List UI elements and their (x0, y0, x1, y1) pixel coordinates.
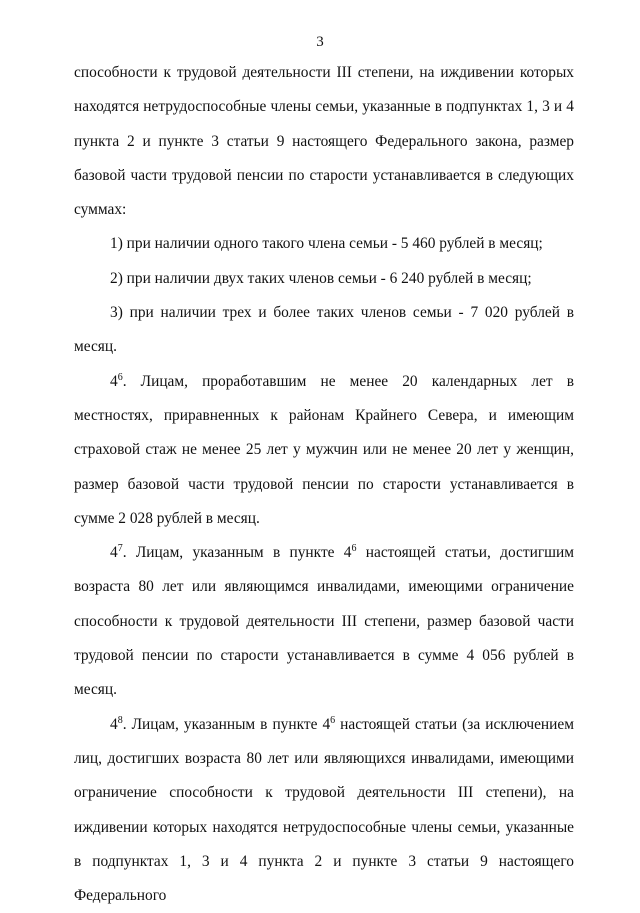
document-body (74, 56, 574, 913)
paragraph-4-7 (74, 536, 574, 707)
list-item-1: 1) при наличии одного такого члена семьи - 5 460 рублей в месяц; (110, 235, 543, 253)
page-number: 3 (316, 34, 324, 50)
list-item-3: 3) при наличии трех и более таких членов семьи - 7 020 рублей в месяц. (74, 304, 574, 356)
reference-superscript: 6 (330, 714, 336, 726)
paragraph-text: . Лицам, указанным в пункте 4 (122, 715, 331, 733)
paragraph-continuation: способности к трудовой деятельности III степени, на иждивении которых находятся нетрудоспособные члены семьи, указанные в подпунктах 1, 3 и 4 пункта 2 и пункте 3 статьи 9 настоящего Федерального закона, размер базовой части трудовой пенсии по старости устанавливается в следующих суммах: (74, 64, 574, 219)
paragraph-text-continued: настоящей статьи (за исключением лиц, достигших возраста 80 лет или являющихся инвалидами, имеющими ограничение способности к трудовой деятельности III степени), на иждивении которых находятся нетрудоспособные члены семьи, указанные в подпунктах 1, 3 и 4 пункта 2 и пункте 3 статьи 9 настоящего Федерального (74, 715, 574, 905)
paragraph-4-8 (74, 708, 574, 913)
list-item-2: 2) при наличии двух таких членов семьи - 6 240 рублей в месяц; (110, 269, 532, 287)
clause-superscript: 7 (117, 543, 123, 555)
clause-number: 4 (110, 544, 118, 562)
paragraph-text: . Лицам, указанным в пункте 4 (122, 544, 352, 562)
reference-superscript: 6 (351, 543, 357, 555)
paragraph-4-6 (74, 365, 574, 536)
paragraph-text-continued: настоящей статьи, достигшим возраста 80 лет или являющимся инвалидами, имеющими ограничение способности к трудовой деятельности III степени, размер базовой части трудовой пенсии по старости устанавливается в сумме 4 056 рублей в месяц. (74, 544, 574, 699)
clause-number: 4 (110, 372, 118, 390)
paragraph-text: . Лицам, проработавшим не менее 20 календарных лет в местностях, приравненных к районам Крайнего Севера, и имеющим страховой стаж не менее 25 лет у мужчин или не менее 20 лет у женщин, размер базовой части трудовой пенсии по старости устанавливается в сумме 2 028 рублей в месяц. (74, 372, 574, 527)
clause-number: 4 (110, 715, 118, 733)
clause-superscript: 6 (117, 371, 123, 383)
clause-superscript: 8 (117, 714, 123, 726)
